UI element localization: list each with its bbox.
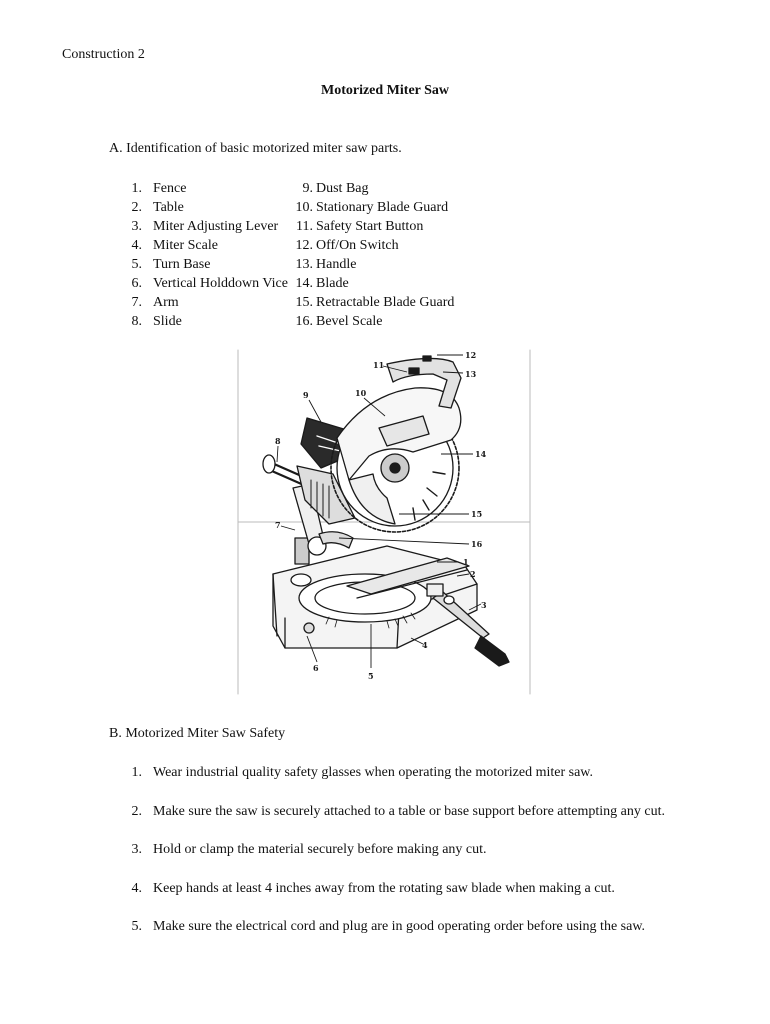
- part-label: Retractable Blade Guard: [316, 295, 455, 310]
- callout-8: 8: [275, 436, 281, 446]
- part-number: 13.: [295, 257, 313, 272]
- callout-16: 16: [471, 539, 483, 549]
- page-title: Motorized Miter Saw: [320, 83, 450, 98]
- callout-10: 10: [355, 388, 367, 398]
- callout-9: 9: [303, 390, 309, 400]
- part-number: 1.: [131, 181, 142, 196]
- part-label: Off/On Switch: [316, 238, 399, 253]
- part-number: 6.: [131, 276, 142, 291]
- part-label: Miter Scale: [153, 238, 218, 253]
- part-label: Blade: [316, 276, 349, 291]
- part-number: 12.: [295, 238, 313, 253]
- part-number: 10.: [295, 200, 313, 215]
- part-label: Turn Base: [153, 257, 211, 272]
- callout-2: 2: [470, 569, 476, 579]
- part-number: 2.: [131, 200, 142, 215]
- part-label: Arm: [153, 295, 179, 310]
- safety-number: 2.: [131, 803, 142, 819]
- safety-number: 5.: [131, 919, 142, 934]
- part-number: 7.: [131, 295, 142, 310]
- miter-saw-diagram: [237, 348, 531, 696]
- section-a-text: Identification of basic motorized miter saw parts.: [126, 141, 402, 156]
- part-label: Dust Bag: [316, 181, 369, 196]
- callout-15: 15: [471, 509, 483, 519]
- callout-6: 6: [313, 663, 319, 673]
- safety-number: 1.: [131, 765, 142, 780]
- safety-number: 3.: [131, 842, 142, 857]
- part-label: Safety Start Button: [316, 219, 424, 234]
- callout-12: 12: [465, 350, 477, 360]
- part-number: 16.: [295, 314, 313, 329]
- section-a-letter: A.: [109, 141, 123, 156]
- part-number: 5.: [131, 257, 142, 272]
- section-b-text: Motorized Miter Saw Safety: [125, 726, 286, 741]
- safety-text: Hold or clamp the material securely before making any cut.: [153, 842, 487, 857]
- safety-text: Wear industrial quality safety glasses when operating the motorized miter saw.: [153, 765, 594, 780]
- section-b-letter: B.: [109, 726, 122, 741]
- safety-text: Keep hands at least 4 inches away from the rotating saw blade when making a cut.: [153, 880, 615, 896]
- part-number: 11.: [296, 219, 313, 234]
- part-number: 9.: [302, 181, 313, 196]
- callout-4: 4: [422, 640, 428, 650]
- callout-14: 14: [475, 449, 487, 459]
- callout-3: 3: [481, 600, 487, 610]
- callout-11: 11: [373, 360, 385, 370]
- part-number: 14.: [295, 276, 313, 291]
- part-label: Table: [153, 200, 184, 215]
- part-number: 3.: [131, 219, 142, 234]
- part-label: Stationary Blade Guard: [316, 200, 449, 215]
- callout-13: 13: [465, 369, 477, 379]
- part-number: 8.: [131, 314, 142, 329]
- section-a-heading: [109, 141, 402, 157]
- part-number: 15.: [295, 295, 313, 310]
- course-label: Construction 2: [62, 47, 145, 62]
- safety-text: Make sure the saw is securely attached to a table or base support before attempting any cut.: [153, 803, 665, 819]
- part-label: Handle: [316, 257, 357, 272]
- part-label: Bevel Scale: [316, 314, 383, 329]
- section-b-heading: [109, 726, 285, 742]
- part-label: Miter Adjusting Lever: [153, 219, 279, 234]
- safety-text: Make sure the electrical cord and plug are in good operating order before using the saw.: [153, 919, 646, 934]
- callout-7: 7: [275, 520, 281, 530]
- safety-number: 4.: [131, 880, 142, 896]
- callout-5: 5: [368, 671, 374, 681]
- part-label: Slide: [153, 314, 182, 329]
- part-label: Fence: [153, 181, 187, 196]
- callout-1: 1: [463, 557, 469, 567]
- part-number: 4.: [131, 238, 142, 253]
- part-label: Vertical Holddown Vice: [153, 276, 288, 291]
